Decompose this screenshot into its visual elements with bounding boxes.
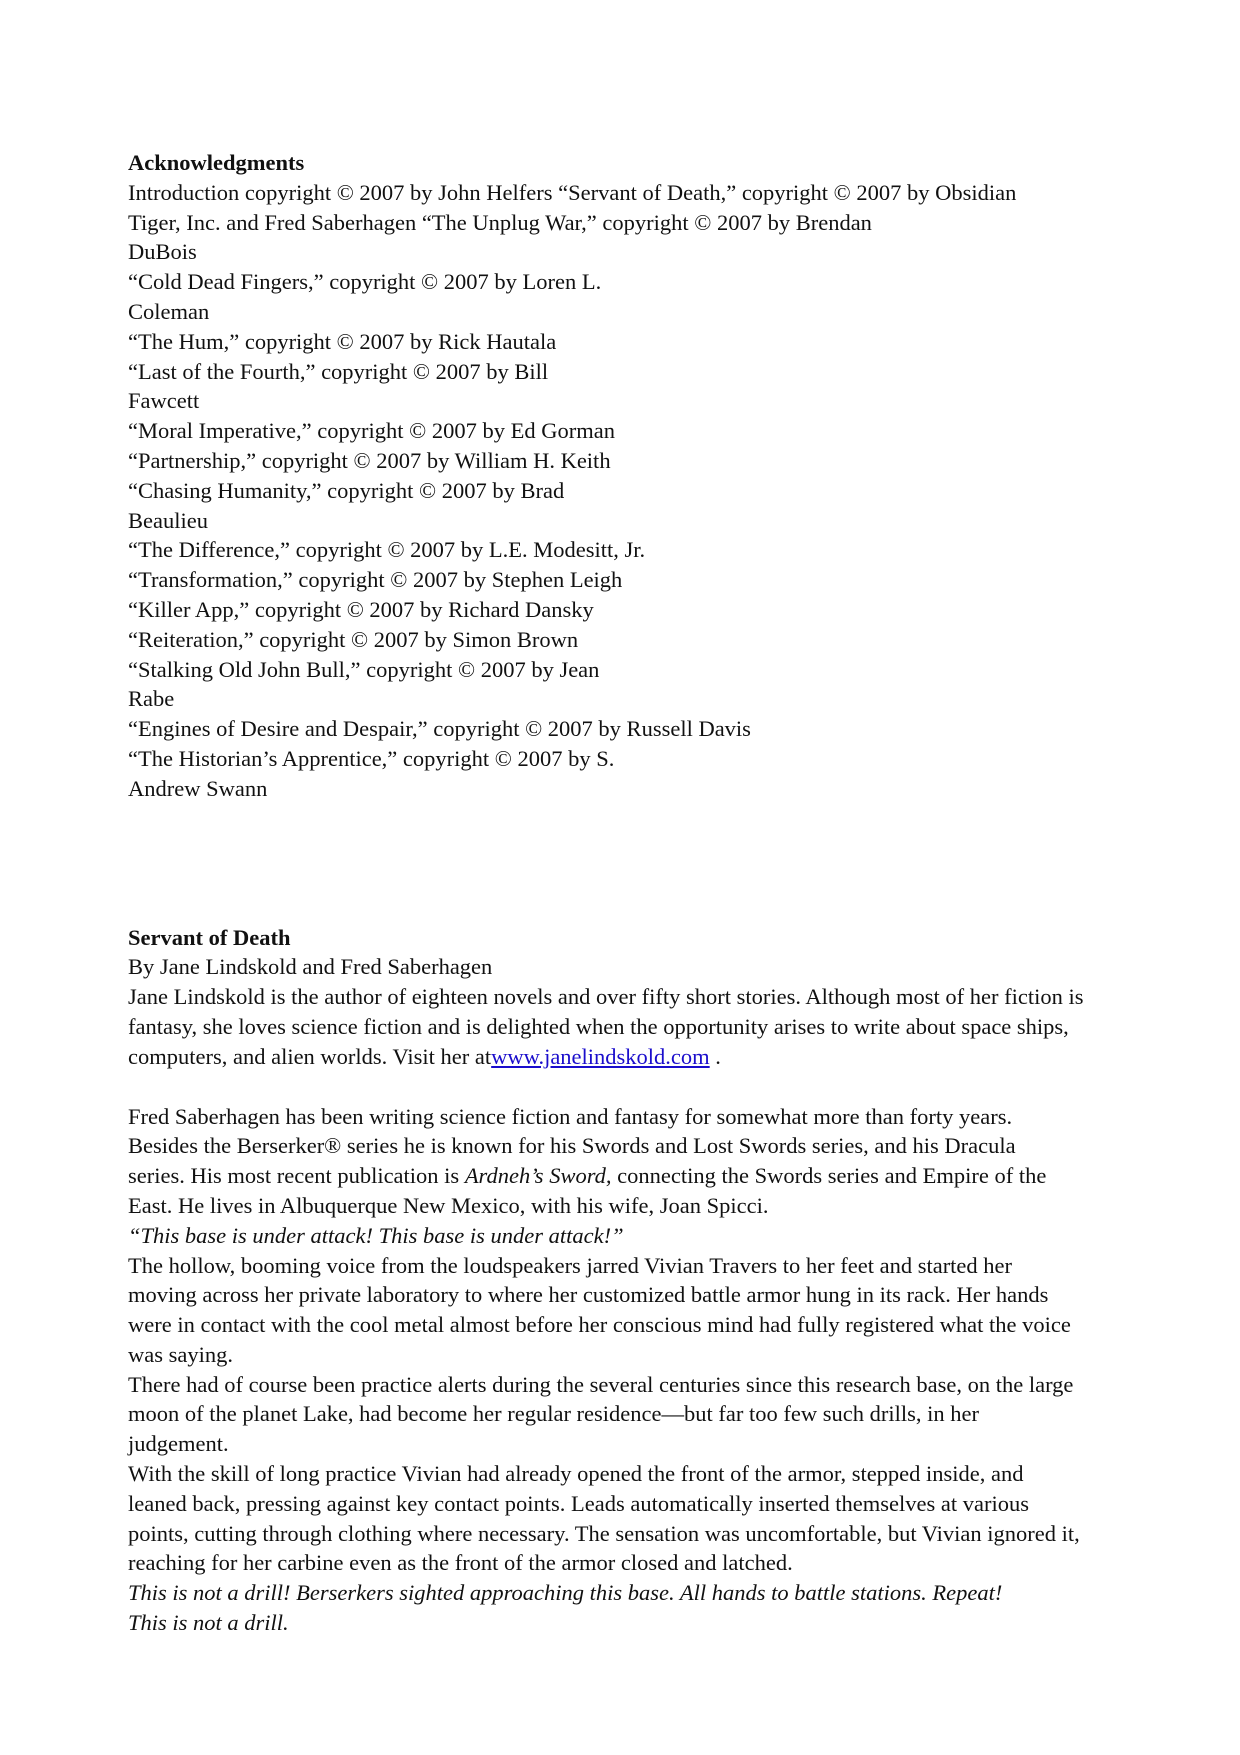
acknowledgment-line: Beaulieu (128, 507, 208, 533)
paragraph-line: points, cutting through clothing where necessary. The sensation was uncomfortable, but Vivian ignored it, (128, 1520, 1080, 1546)
acknowledgment-line: “Killer App,” copyright © 2007 by Richard Dansky (128, 596, 594, 622)
bio-line-suffix: . (709, 1043, 721, 1069)
paragraph-line: The hollow, booming voice from the loudspeakers jarred Vivian Travers to her feet and started her (128, 1252, 1013, 1278)
acknowledgment-line: “Stalking Old John Bull,” copyright © 2007 by Jean (128, 656, 600, 682)
acknowledgment-line: “Transformation,” copyright © 2007 by Stephen Leigh (128, 567, 623, 593)
paragraph-line: With the skill of long practice Vivian had already opened the front of the armor, stepped inside, and (128, 1461, 1024, 1487)
paragraph-line: leaned back, pressing against key contact points. Leads automatically inserted themselves at various (128, 1490, 1029, 1516)
acknowledgment-line: “Chasing Humanity,” copyright © 2007 by Brad (128, 477, 565, 503)
document-page (128, 148, 1128, 1638)
story-paragraph-3 (128, 1459, 1128, 1578)
story-paragraph-1 (128, 1251, 1128, 1370)
bio-line: fantasy, she loves science fiction and is delighted when the opportunity arises to write about space ships, (128, 1013, 1069, 1039)
paragraph-line: moving across her private laboratory to where her customized battle armor hung in its rack. Her hands (128, 1282, 1049, 1308)
acknowledgments-heading: Acknowledgments (128, 150, 305, 175)
acknowledgment-line: “Partnership,” copyright © 2007 by William H. Keith (128, 447, 611, 473)
acknowledgment-line: Rabe (128, 686, 175, 712)
paragraph-line: were in contact with the cool metal almost before her conscious mind had fully registered what the voice (128, 1312, 1071, 1338)
story-title: Servant of Death (128, 924, 291, 950)
final-alert (128, 1578, 1128, 1638)
acknowledgment-line: Introduction copyright © 2007 by John Helfers “Servant of Death,” copyright © 2007 by Obsidian (128, 179, 1017, 205)
paragraph-line: This is not a drill. (128, 1610, 289, 1636)
section-spacer (128, 804, 1128, 923)
paragraph-line: judgement. (128, 1431, 229, 1457)
acknowledgment-line: “Reiteration,” copyright © 2007 by Simon Brown (128, 626, 579, 652)
author-bio-saberhagen (128, 1102, 1128, 1221)
paragraph-line: was saying. (128, 1341, 233, 1367)
bio-line (128, 1161, 1128, 1191)
acknowledgments-list (128, 178, 1128, 804)
bio-line: Fred Saberhagen has been writing science fiction and fantasy for somewhat more than forty years. (128, 1103, 1013, 1129)
acknowledgment-line: Fawcett (128, 388, 200, 414)
story-byline: By Jane Lindskold and Fred Saberhagen (128, 954, 493, 980)
acknowledgment-line: “The Historian’s Apprentice,” copyright © 2007 by S. (128, 745, 615, 771)
paragraph-line: moon of the planet Lake, had become her regular residence—but far too few such drills, in her (128, 1401, 979, 1427)
bio-line: Besides the Berserker® series he is known for his Swords and Lost Swords series, and his Dracula (128, 1133, 1016, 1159)
bio-line-text: computers, and alien worlds. Visit her at (128, 1043, 492, 1069)
acknowledgment-line: Andrew Swann (128, 775, 268, 801)
acknowledgment-line: Tiger, Inc. and Fred Saberhagen “The Unplug War,” copyright © 2007 by Brendan (128, 209, 872, 235)
paragraph-line: There had of course been practice alerts during the several centuries since this research base, on the large (128, 1371, 1074, 1397)
acknowledgment-line: “Engines of Desire and Despair,” copyright © 2007 by Russell Davis (128, 716, 751, 742)
bio-line (128, 1042, 1128, 1072)
alert-quote: “This base is under attack! This base is under attack!” (128, 1222, 624, 1248)
story-paragraph-2 (128, 1370, 1128, 1459)
paragraph-line: This is not a drill! Berserkers sighted approaching this base. All hands to battle stations. Repeat! (128, 1580, 1003, 1606)
acknowledgment-line: Coleman (128, 298, 210, 324)
bio-line-text: series. His most recent publication is (128, 1163, 465, 1189)
paragraph-line: reaching for her carbine even as the front of the armor closed and latched. (128, 1550, 793, 1576)
acknowledgment-line: “The Difference,” copyright © 2007 by L.E. Modesitt, Jr. (128, 537, 646, 563)
acknowledgment-line: “Cold Dead Fingers,” copyright © 2007 by Loren L. (128, 269, 602, 295)
author-bio-lindskold (128, 982, 1128, 1071)
bio-line: Jane Lindskold is the author of eighteen novels and over fifty short stories. Although most of her fiction is (128, 984, 1084, 1010)
book-title: Ardneh’s Sword, (464, 1163, 612, 1189)
acknowledgment-line: “Moral Imperative,” copyright © 2007 by Ed Gorman (128, 418, 615, 444)
bio-line-text: connecting the Swords series and Empire of the (611, 1163, 1047, 1189)
paragraph-spacer (128, 1072, 1128, 1102)
author-website-link[interactable]: www.janelindskold.com (491, 1043, 710, 1069)
acknowledgment-line: “The Hum,” copyright © 2007 by Rick Hautala (128, 328, 557, 354)
acknowledgment-line: “Last of the Fourth,” copyright © 2007 by Bill (128, 358, 549, 384)
bio-line: East. He lives in Albuquerque New Mexico, with his wife, Joan Spicci. (128, 1192, 769, 1218)
acknowledgment-line: DuBois (128, 239, 197, 265)
